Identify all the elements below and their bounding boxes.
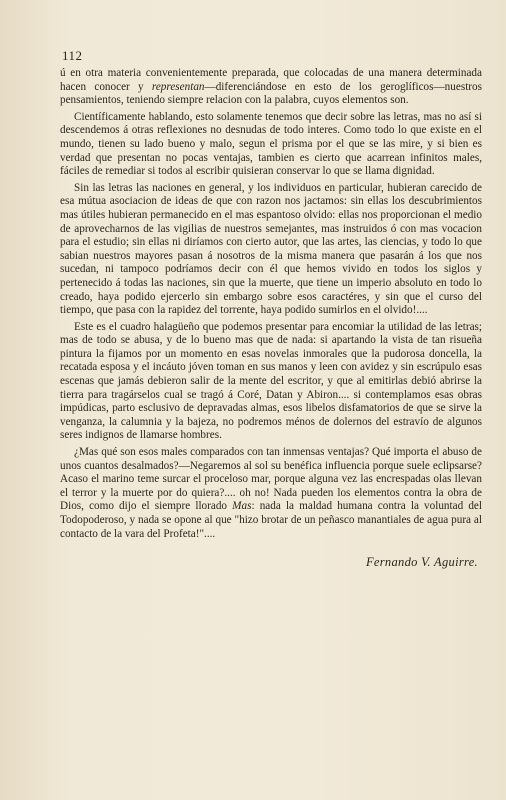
text-run: : nada la maldad humana contra la voluntad del Todopoderoso, y nada se opone al que "hizo brotar de un peñasco manantiales de agua pura al contacto de la vara del Profeta!".... [60, 500, 482, 540]
emphasized-text: Mas [232, 500, 252, 513]
paragraph [60, 67, 482, 108]
text-run: ¿Mas qué son esos males comparados con tan inmensas ventajas? Qué importa el abuso de unos cuantos desalmados?—Negaremos al sol su benéfica influencia porque suele eclipsarse? Acaso el marino teme surcar el proceloso mar, porque alguna vez las encrespadas olas llevan el terror y la muerte por do quiera?.... oh no! Nada pueden los elementos contra la obra de Dios, como dijo el siempre llorado [60, 446, 482, 513]
text-run: —diferenciándose en esto de los geroglíficos—nuestros pensamientos, teniendo siempre relacion con la palabra, cuyos elementos son. [60, 80, 482, 107]
text-run: ú en otra materia convenientemente preparada, que colocadas de una manera determinada hacen conocer y [60, 67, 482, 93]
body-text [60, 67, 482, 541]
text-run: Este es el cuadro halagüeño que podemos presentar para encomiar la utilidad de las letras; mas de todo se abusa, y de lo bueno mas que de nada: si apartando la vista de tan risueña pintura la fijamos por un momento en esas novelas inmorales que la pudorosa doncella, la recatada esposa y el incáuto jóven toman en sus manos y leen con avidez y sin escrúpulo esas escenas que jamás debieron salir de la mente del escritor, y que al emitirlas debió abrirse la tierra para tragárselos cual se tragó á Coré, Datan y Abiron.... si contemplamos esas obras impúdicas, parto esclusivo de depravadas almas, esos libelos disfamatorios de que se sirve la venganza, la calumnia y la bajeza, no podremos ménos de dolernos del estravío de algunos seres indignos de llamarse hombres. [60, 320, 482, 442]
paragraph [60, 111, 482, 179]
author-signature: Fernando V. Aguirre. [365, 555, 478, 570]
paragraph [60, 321, 482, 443]
text-run: Sin las letras las naciones en general, y los individuos en particular, hubieran carecido de esa mútua asociacion de ideas de que con razon nos jactamos: sin ellas los descubrimientos mas útiles hubieran permanecido en el mas espantoso olvido: ellas nos proporcionan el medio de aprovecharnos de las vigilias de nuestros semejantes, mas instruidos ó con mas vocacion para el estudio; sin ellas ni diríamos con cierto autor, que las artes, las ciencias, y todo lo que sabian nuestros mayores pasan á nosotros de la misma manera que pasarán á los que nos sucedan, ni tampoco podríamos decir con él que hemos vivido en todos los siglos y pertenecido á todas las naciones, sin que la muerte, que tiene un imperio absoluto en todo lo creado, haya podido ejercerlo sin embargo sobre esos caractéres, y sin que el curso del tiempo, que pasa con la rapidez del torrente, haya podido sumirlos en el olvido!.... [60, 181, 482, 317]
paragraph [60, 446, 482, 541]
emphasized-text: representan [151, 80, 205, 93]
paragraph [60, 182, 482, 318]
page-number: 112 [62, 48, 83, 63]
text-run: Científicamente hablando, esto solamente tenemos que decir sobre las letras, mas no así si descendemos á otras reflexiones no desnudas de todo interes. Como todo lo que existe en el mundo, tienen su lado bueno y malo, segun el prisma por el que se las mire, y si bien es verdad que presentan no pocas ventajas, tambien es cierto que acarrean infinitos males, fáciles de remediar si todos al escribir quisieran conservar lo que se llama dignidad. [60, 110, 482, 178]
